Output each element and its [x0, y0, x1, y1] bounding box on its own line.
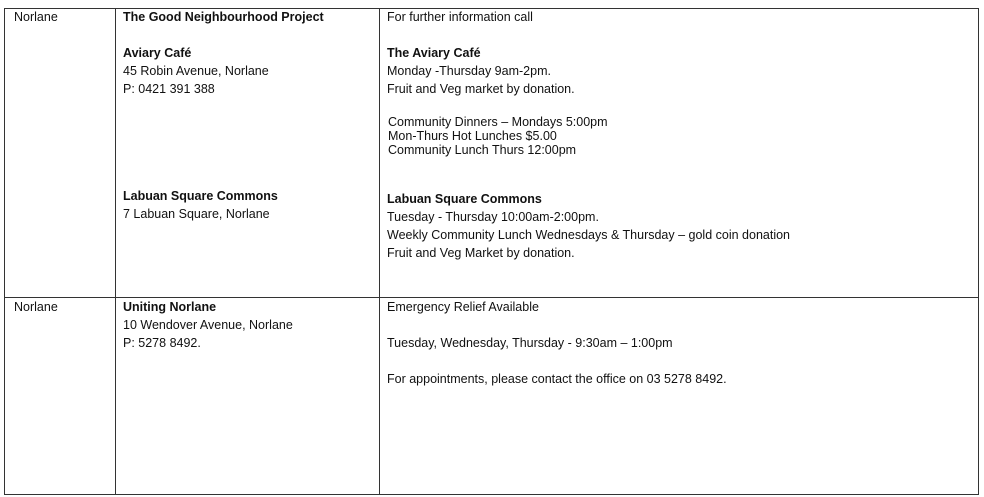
details-intro: For further information call	[387, 10, 533, 24]
region-cell: Norlane	[14, 300, 58, 314]
details-line: Mon-Thurs Hot Lunches $5.00	[388, 129, 557, 143]
details-line: Tuesday, Wednesday, Thursday - 9:30am – 1:00pm	[387, 336, 673, 350]
details-line: Fruit and Veg market by donation.	[387, 82, 575, 96]
site-address: 10 Wendover Avenue, Norlane	[123, 318, 293, 332]
site-address: 7 Labuan Square, Norlane	[123, 207, 270, 221]
column-divider-1	[115, 8, 116, 495]
region-cell: Norlane	[14, 10, 58, 24]
table-left-border	[4, 8, 5, 495]
column-divider-2	[379, 8, 380, 495]
details-line: Weekly Community Lunch Wednesdays & Thursday – gold coin donation	[387, 228, 791, 242]
table-bottom-border	[4, 494, 979, 495]
row-divider	[4, 297, 979, 298]
table-right-border	[978, 8, 979, 495]
details-heading: Labuan Square Commons	[387, 192, 542, 206]
table-top-border	[4, 8, 979, 9]
details-line: Fruit and Veg Market by donation.	[387, 246, 575, 260]
provider-name: Uniting Norlane	[123, 300, 217, 314]
site-phone: P: 5278 8492.	[123, 336, 201, 350]
details-line: For appointments, please contact the office on 03 5278 8492.	[387, 372, 727, 386]
details-line: Emergency Relief Available	[387, 300, 539, 314]
site-name: Labuan Square Commons	[123, 189, 278, 203]
site-phone: P: 0421 391 388	[123, 82, 215, 96]
details-line: Tuesday - Thursday 10:00am-2:00pm.	[387, 210, 599, 224]
provider-name: The Good Neighbourhood Project	[123, 10, 324, 24]
details-line: Community Lunch Thurs 12:00pm	[388, 143, 577, 157]
site-name: Aviary Café	[123, 46, 192, 60]
details-line: Monday -Thursday 9am-2pm.	[387, 64, 551, 78]
details-heading: The Aviary Café	[387, 46, 481, 60]
site-address: 45 Robin Avenue, Norlane	[123, 64, 269, 78]
details-line: Community Dinners – Mondays 5:00pm	[388, 115, 608, 129]
